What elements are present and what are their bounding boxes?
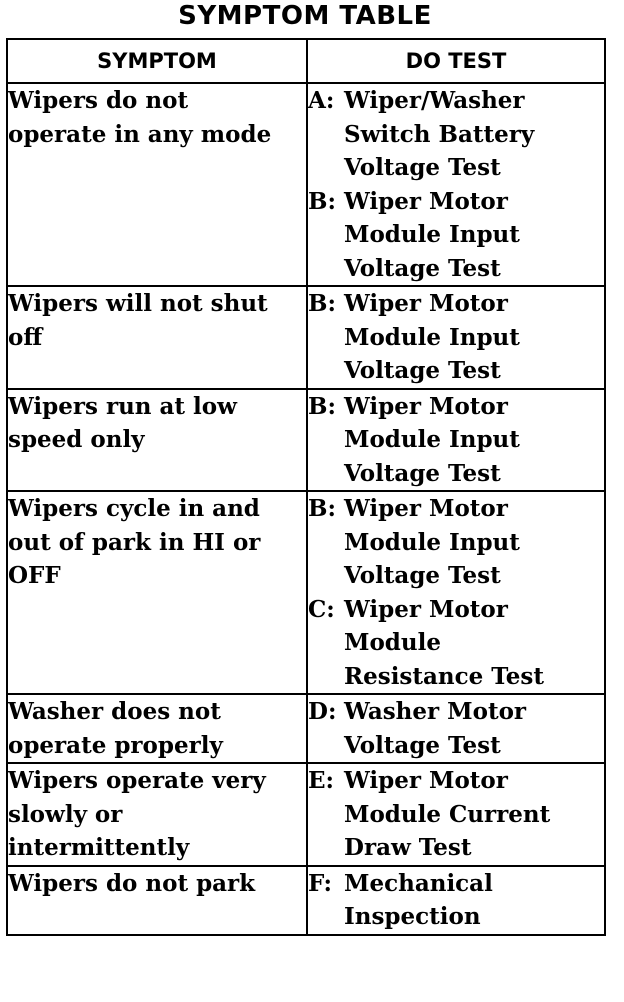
table-title: SYMPTOM TABLE bbox=[178, 1, 432, 31]
table-row bbox=[7, 389, 605, 492]
table-row bbox=[7, 694, 605, 763]
test-letter: F: bbox=[308, 869, 332, 897]
symptom-cell: Wipers run at low speed only bbox=[7, 389, 307, 492]
test-letter: B: bbox=[308, 495, 336, 522]
test-name: Wiper Motor Module Input Voltage Test bbox=[344, 392, 520, 487]
test-letter: E: bbox=[308, 767, 335, 794]
test-cell bbox=[307, 694, 605, 763]
test-item bbox=[308, 764, 604, 865]
test-item bbox=[308, 287, 604, 388]
test-name: Wiper Motor Module Input Voltage Test bbox=[344, 187, 520, 282]
test-cell bbox=[307, 83, 605, 286]
test-cell bbox=[307, 286, 605, 389]
test-letter: A: bbox=[308, 87, 335, 114]
table-row bbox=[7, 83, 605, 286]
test-name: Wiper Motor Module Input Voltage Test bbox=[344, 495, 520, 589]
symptom-cell: Washer does not operate properly bbox=[7, 694, 307, 763]
test-letter: C: bbox=[308, 595, 335, 623]
test-cell bbox=[307, 866, 605, 935]
symptom-cell: Wipers do not park bbox=[7, 866, 307, 935]
symptom-cell: Wipers cycle in and out of park in HI or OFF bbox=[7, 491, 307, 694]
symptom-cell: Wipers will not shut off bbox=[7, 286, 307, 389]
test-item bbox=[308, 84, 604, 185]
table-row bbox=[7, 286, 605, 389]
test-cell bbox=[307, 763, 605, 866]
header-row bbox=[7, 39, 605, 83]
test-cell bbox=[307, 491, 605, 694]
symptom-cell: Wipers operate very slowly or intermittently bbox=[7, 763, 307, 866]
test-name: Mechanical Inspection bbox=[344, 869, 493, 930]
test-name: Washer Motor Voltage Test bbox=[344, 698, 527, 759]
test-name: Wiper Motor Module Resistance Test bbox=[344, 595, 544, 690]
test-letter: B: bbox=[308, 187, 336, 215]
test-name: Wiper/Washer Switch Battery Voltage Test bbox=[344, 87, 535, 181]
test-item bbox=[308, 593, 604, 694]
symptom-cell: Wipers do not operate in any mode bbox=[7, 83, 307, 286]
do-test-header: DO TEST bbox=[307, 39, 605, 83]
symptom-header: SYMPTOM bbox=[7, 39, 307, 83]
table-row bbox=[7, 491, 605, 694]
symptom-table bbox=[6, 38, 606, 936]
test-item bbox=[308, 695, 604, 762]
test-letter: D: bbox=[308, 698, 337, 725]
test-cell bbox=[307, 389, 605, 492]
test-name: Wiper Motor Module Current Draw Test bbox=[344, 767, 551, 861]
test-item bbox=[308, 185, 604, 286]
table-row bbox=[7, 763, 605, 866]
test-name: Wiper Motor Module Input Voltage Test bbox=[344, 290, 520, 384]
test-item bbox=[308, 867, 604, 934]
test-letter: B: bbox=[308, 392, 336, 420]
test-item bbox=[308, 390, 604, 491]
test-item bbox=[308, 492, 604, 593]
test-letter: B: bbox=[308, 290, 336, 317]
table-row bbox=[7, 866, 605, 935]
